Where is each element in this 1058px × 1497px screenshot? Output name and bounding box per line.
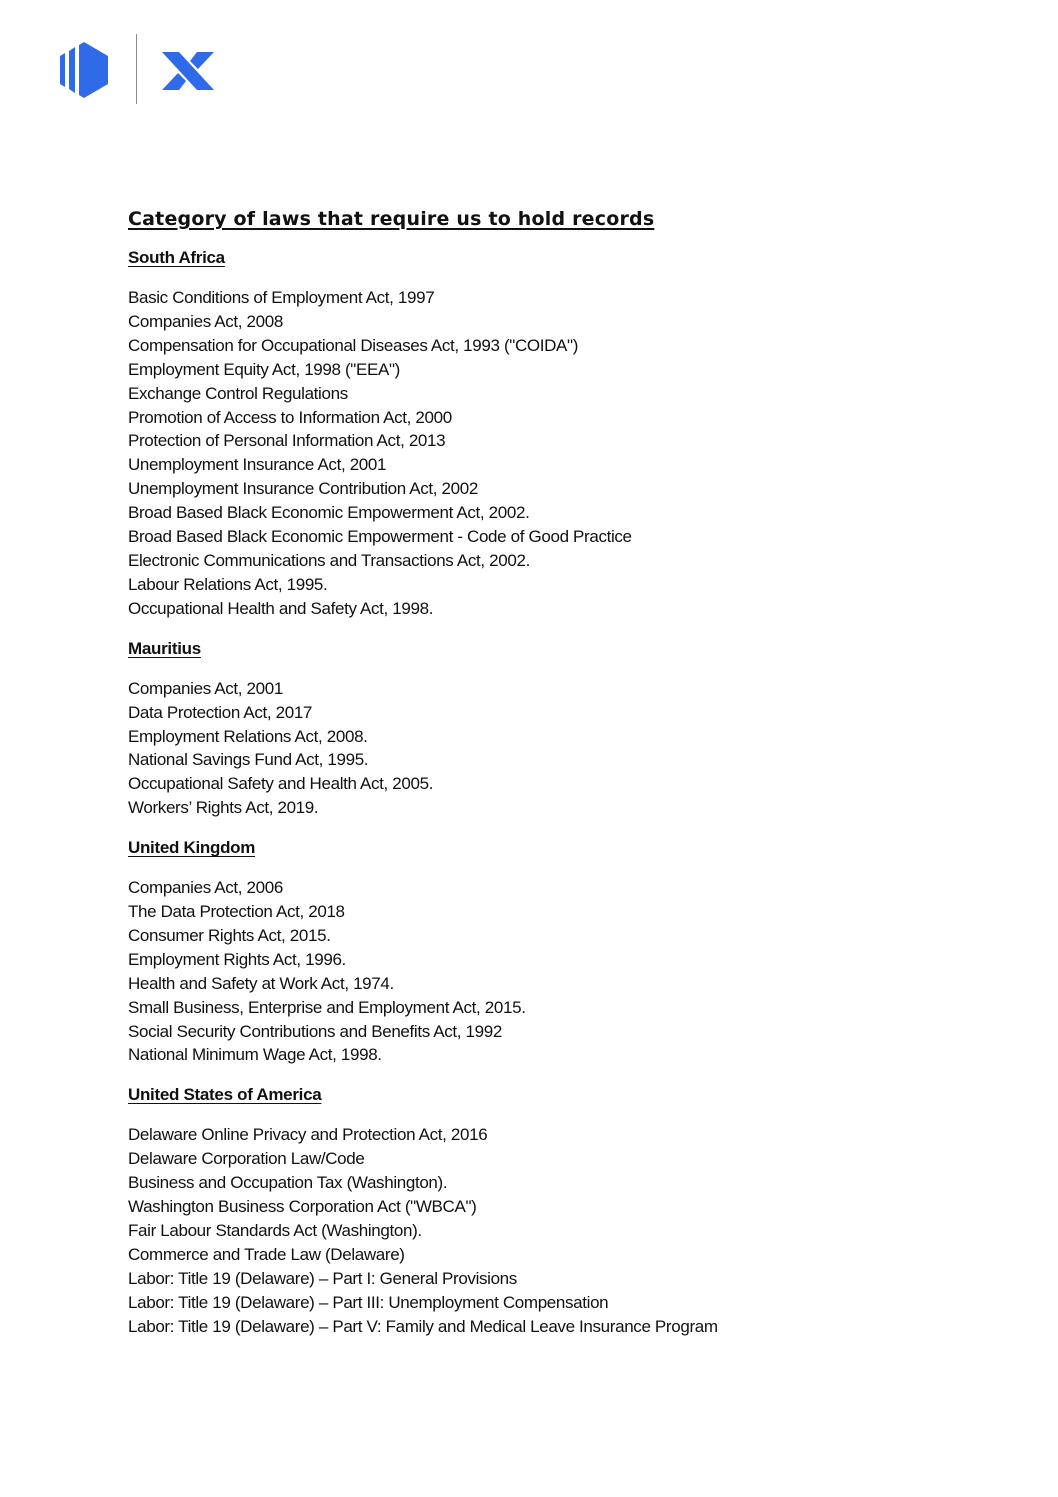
section-heading: United Kingdom	[128, 838, 256, 858]
section-heading: South Africa	[128, 248, 225, 267]
header-logo	[58, 34, 228, 106]
section-united-kingdom	[128, 836, 988, 1067]
law-item: Data Protection Act, 2017	[128, 702, 313, 722]
law-item: Workers’ Rights Act, 2019.	[128, 798, 319, 818]
law-item: Compensation for Occupational Diseases Act, 1993 ("COIDA")	[128, 335, 579, 355]
law-item: Unemployment Insurance Contribution Act, 2002	[128, 479, 478, 499]
law-item: Health and Safety at Work Act, 1974.	[128, 973, 394, 993]
law-item: Employment Relations Act, 2008.	[128, 726, 368, 746]
section-heading: Mauritius	[128, 638, 201, 658]
law-item: National Savings Fund Act, 1995.	[128, 750, 369, 770]
document-title: Category of laws that require us to hold records	[128, 208, 655, 230]
law-item: Companies Act, 2006	[128, 878, 283, 898]
law-item: National Minimum Wage Act, 1998.	[128, 1045, 382, 1065]
law-list	[128, 286, 988, 621]
law-list	[128, 1123, 988, 1338]
law-list	[128, 677, 988, 820]
law-item: Electronic Communications and Transactions Act, 2002.	[128, 550, 530, 570]
law-item: Labor: Title 19 (Delaware) – Part V: Family and Medical Leave Insurance Program	[128, 1316, 718, 1336]
logo-divider	[136, 34, 137, 104]
law-list	[128, 876, 988, 1067]
law-item: Small Business, Enterprise and Employment Act, 2015.	[128, 997, 526, 1017]
law-item: Protection of Personal Information Act, 2013	[128, 431, 446, 451]
law-item: Business and Occupation Tax (Washington).	[128, 1173, 448, 1193]
law-item: Labor: Title 19 (Delaware) – Part III: Unemployment Compensation	[128, 1292, 609, 1312]
law-item: Consumer Rights Act, 2015.	[128, 925, 331, 945]
hexagon-bars-logo-icon	[58, 42, 110, 98]
law-item: Washington Business Corporation Act ("WBCA")	[128, 1197, 477, 1217]
law-item: Companies Act, 2001	[128, 678, 283, 698]
x-logo-icon	[162, 52, 214, 90]
law-item: Delaware Corporation Law/Code	[128, 1149, 365, 1169]
section-heading: United States of America	[128, 1085, 322, 1105]
law-item: Fair Labour Standards Act (Washington).	[128, 1221, 422, 1240]
law-item: Exchange Control Regulations	[128, 383, 348, 403]
law-item: Unemployment Insurance Act, 2001	[128, 455, 387, 475]
section-mauritius	[128, 637, 988, 820]
section-south-africa	[128, 246, 988, 621]
law-item: Companies Act, 2008	[128, 311, 283, 331]
document-body	[128, 206, 988, 1355]
law-item: Broad Based Black Economic Empowerment - Code of Good Practice	[128, 527, 632, 547]
law-item: Social Security Contributions and Benefits Act, 1992	[128, 1021, 502, 1041]
law-item: Basic Conditions of Employment Act, 1997	[128, 288, 435, 307]
sections-container	[128, 246, 988, 1339]
law-item: Promotion of Access to Information Act, 2000	[128, 407, 452, 427]
law-item: Broad Based Black Economic Empowerment Act, 2002.	[128, 503, 530, 523]
law-item: Occupational Health and Safety Act, 1998.	[128, 598, 434, 618]
law-item: Employment Equity Act, 1998 ("EEA")	[128, 359, 400, 379]
law-item: The Data Protection Act, 2018	[128, 902, 345, 922]
law-item: Labour Relations Act, 1995.	[128, 574, 328, 594]
section-united-states-of-america	[128, 1083, 988, 1338]
law-item: Occupational Safety and Health Act, 2005.	[128, 774, 434, 794]
law-item: Labor: Title 19 (Delaware) – Part I: General Provisions	[128, 1268, 517, 1288]
law-item: Employment Rights Act, 1996.	[128, 949, 346, 969]
law-item: Commerce and Trade Law (Delaware)	[128, 1244, 405, 1264]
law-item: Delaware Online Privacy and Protection Act, 2016	[128, 1125, 488, 1145]
